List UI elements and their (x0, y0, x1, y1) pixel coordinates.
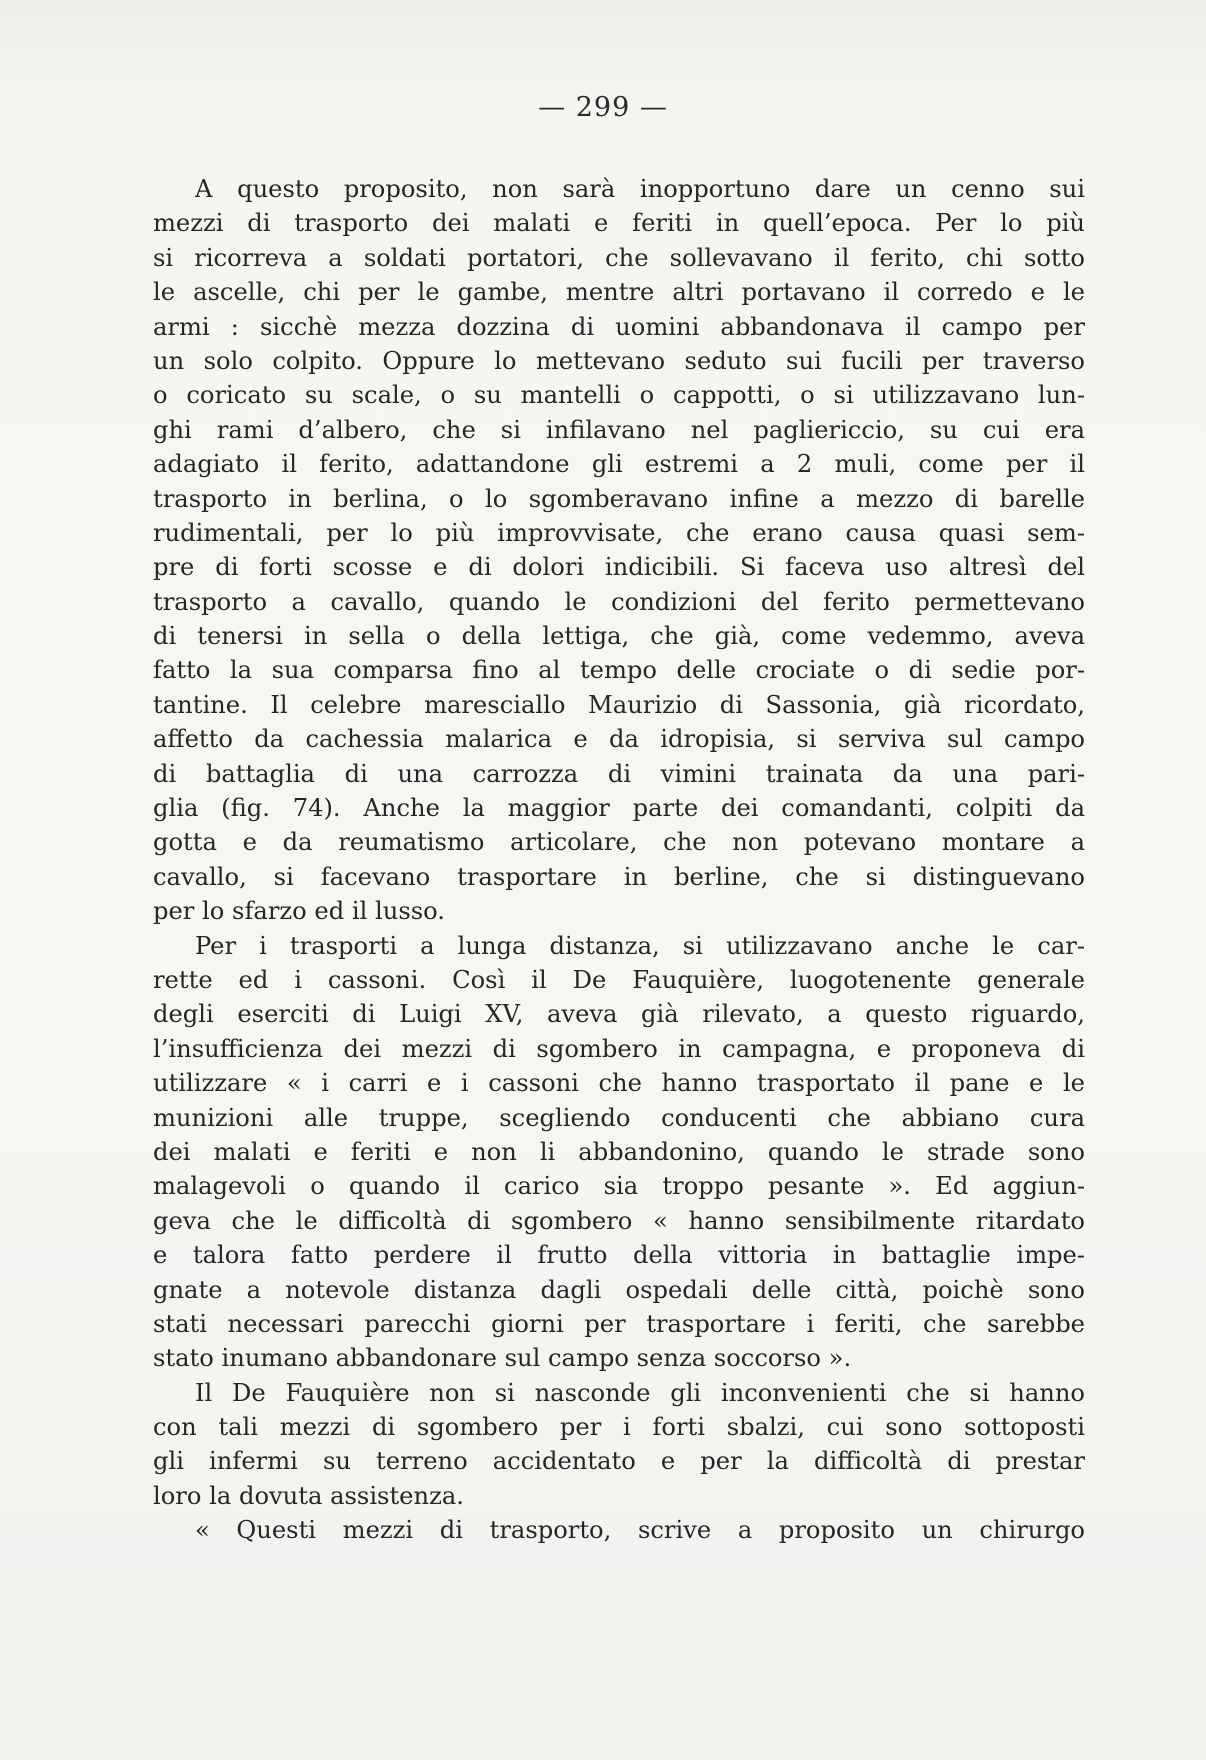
text-line: di battaglia di una carrozza di vimini trainata da una pari- (153, 759, 1085, 788)
text-line: le ascelle, chi per le gambe, mentre altri portavano il corredo e le (153, 278, 1085, 307)
text-line: un solo colpito. Oppure lo mettevano seduto sui fucili per traverso (153, 346, 1085, 375)
text-line: adagiato il ferito, adattandone gli estremi a 2 muli, come per il (153, 450, 1085, 479)
text-line: rudimentali, per lo più improvvisate, che erano causa quasi sem- (153, 518, 1085, 547)
text-line: e talora fatto perdere il frutto della vittoria in battaglie impe- (153, 1241, 1085, 1270)
text-line: per lo sfarzo ed il lusso. (153, 897, 445, 926)
text-line: gnate a notevole distanza dagli ospedali delle città, poichè sono (153, 1275, 1085, 1304)
text-line: l’insufficienza dei mezzi di sgombero in campagna, e proponeva di (153, 1034, 1085, 1063)
text-line: utilizzare « i carri e i cassoni che hanno trasportato il pane e le (153, 1069, 1085, 1098)
text-line: mezzi di trasporto dei malati e feriti in quell’epoca. Per lo più (153, 209, 1085, 238)
text-line: glia (fig. 74). Anche la maggior parte dei comandanti, colpiti da (153, 794, 1085, 823)
text-line: armi : sicchè mezza dozzina di uomini abbandonava il campo per (153, 312, 1085, 341)
body-text (153, 172, 1085, 1548)
text-line: si ricorreva a soldati portatori, che sollevavano il ferito, chi sotto (153, 243, 1085, 272)
text-line: munizioni alle truppe, scegliendo conducenti che abbiano cura (153, 1103, 1085, 1132)
text-line: A questo proposito, non sarà inopportuno dare un cenno sui (195, 175, 1085, 203)
text-line: affetto da cachessia malarica e da idropisia, si serviva sul campo (153, 725, 1085, 754)
text-line: trasporto a cavallo, quando le condizioni del ferito permettevano (153, 587, 1085, 616)
text-line: pre di forti scosse e di dolori indicibili. Si faceva uso altresì del (153, 553, 1085, 582)
text-line: o coricato su scale, o su mantelli o cappotti, o si utilizzavano lun- (153, 381, 1085, 410)
text-line: ghi rami d’albero, che si infilavano nel pagliericcio, su cui era (153, 415, 1085, 444)
text-line: stato inumano abbandonare sul campo senza soccorso ». (153, 1344, 852, 1373)
text-line: di tenersi in sella o della lettiga, che già, come vedemmo, aveva (153, 622, 1085, 651)
text-line: rette ed i cassoni. Così il De Fauquière, luogotenente generale (153, 965, 1085, 994)
text-line: « Questi mezzi di trasporto, scrive a proposito un chirurgo (195, 1516, 1085, 1545)
text-line: gli infermi su terreno accidentato e per la difficoltà di prestar (153, 1447, 1085, 1476)
text-line: con tali mezzi di sgombero per i forti sbalzi, cui sono sottoposti (153, 1413, 1085, 1442)
text-line: gotta e da reumatismo articolare, che non potevano montare a (153, 828, 1085, 857)
text-line: cavallo, si facevano trasportare in berline, che si distinguevano (153, 862, 1085, 891)
text-line: degli eserciti di Luigi XV, aveva già rilevato, a questo riguardo, (153, 1000, 1085, 1029)
text-line: tantine. Il celebre maresciallo Maurizio di Sassonia, già ricordato, (153, 690, 1085, 719)
text-line: malagevoli o quando il carico sia troppo pesante ». Ed aggiun- (153, 1172, 1085, 1201)
text-line: Il De Fauquière non si nasconde gli inconvenienti che si hanno (195, 1378, 1085, 1407)
text-line: geva che le difficoltà di sgombero « hanno sensibilmente ritardato (153, 1206, 1085, 1235)
text-line: dei malati e feriti e non li abbandonino, quando le strade sono (153, 1137, 1085, 1166)
text-line: loro la dovuta assistenza. (153, 1481, 464, 1510)
text-line: trasporto in berlina, o lo sgomberavano infine a mezzo di barelle (153, 484, 1085, 513)
text-line: stati necessari parecchi giorni per trasportare i feriti, che sarebbe (153, 1309, 1085, 1338)
page-number: — 299 — (538, 92, 668, 123)
text-line: Per i trasporti a lunga distanza, si utilizzavano anche le car- (195, 931, 1085, 960)
text-line: fatto la sua comparsa fino al tempo delle crociate o di sedie por- (153, 656, 1085, 685)
